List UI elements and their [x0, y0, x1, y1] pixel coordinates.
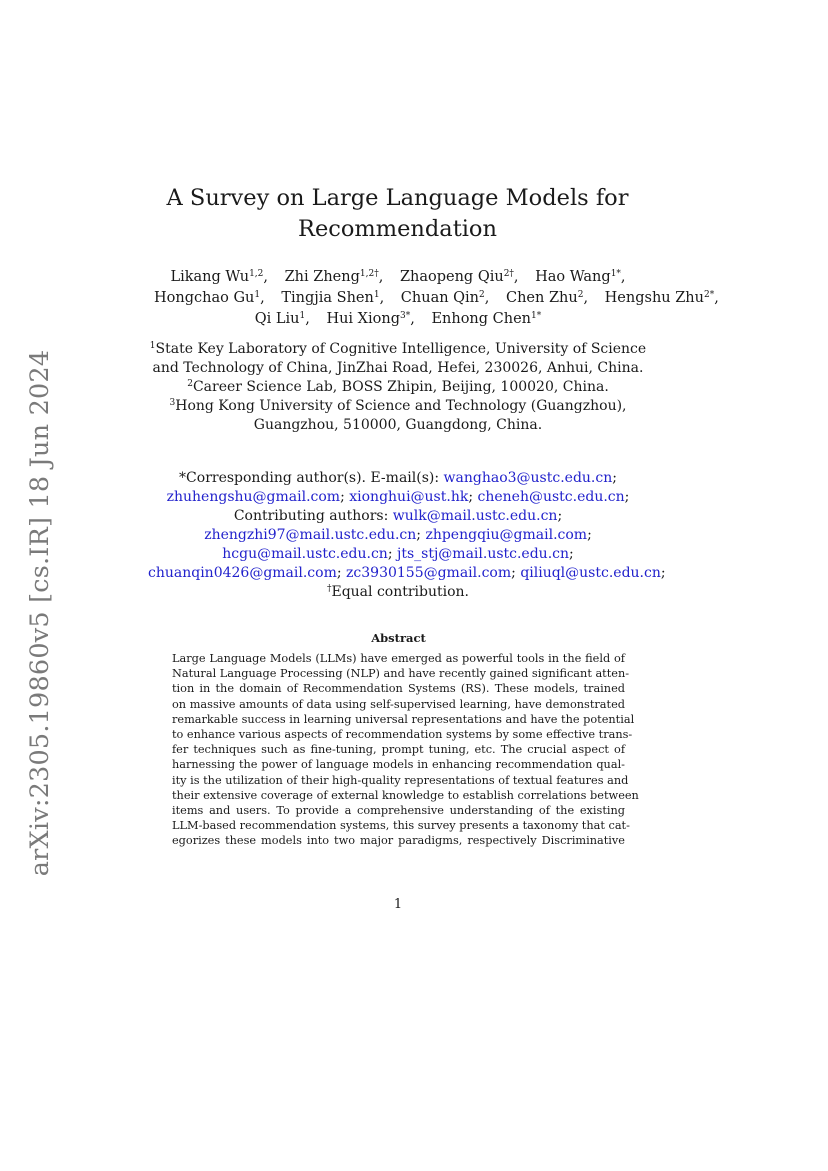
author: Hongchao Gu$^1$, — [154, 290, 265, 306]
page-number: 1 — [393, 897, 403, 912]
corresponding-label: *Corresponding author(s). E-mail(s): — [179, 470, 440, 486]
author-line — [148, 288, 719, 309]
email-link[interactable]: wulk@mail.ustc.edu.cn — [392, 508, 558, 524]
abstract-line: LLM-based recommendation systems, this survey presents a taxonomy that cat- — [172, 819, 630, 833]
author: Tingjia Shen$^1$, — [281, 290, 385, 306]
abstract-body — [172, 651, 639, 849]
author-list — [148, 267, 719, 330]
email-link[interactable]: qiliuql@ustc.edu.cn — [520, 565, 661, 581]
title-line: Recommendation — [298, 216, 497, 242]
abstract-line: Large Language Models (LLMs) have emerged as powerful tools in the field of — [172, 652, 625, 665]
author: Hui Xiong$^{3*}$, — [326, 311, 415, 327]
abstract-heading: Abstract — [371, 631, 426, 645]
author: Chuan Qin$^2$, — [400, 290, 490, 306]
affiliations — [148, 340, 648, 435]
author: Hao Wang$^{1*}$, — [535, 269, 626, 285]
email-link[interactable]: zhuhengshu@gmail.com — [166, 489, 341, 505]
paper-title — [160, 183, 635, 245]
contributing-line: Contributing authors: wulk@mail.ustc.edu.cn; — [233, 508, 563, 524]
abstract-line: on massive amounts of data using self-supervised learning, have demonstrated — [172, 697, 625, 711]
contributing-line: hcgu@mail.ustc.edu.cn; jts_stj@mail.ustc.edu.cn; — [222, 546, 574, 562]
author: Zhaopeng Qiu$^{2\dagger}$, — [399, 269, 519, 285]
author-line — [148, 267, 648, 288]
abstract-line: tion in the domain of Recommendation Systems (RS). These models, trained — [172, 682, 625, 696]
abstract-line: ity is the utilization of their high-quality representations of textual features and — [172, 773, 629, 787]
contributing-line: chuanqin0426@gmail.com; zc3930155@gmail.com; qiliuql@ustc.edu.cn; — [148, 565, 666, 581]
abstract-line: egorizes these models into two major paradigms, respectively Discriminative — [172, 834, 625, 848]
author: Likang Wu$^{1,2}$, — [170, 269, 268, 285]
email-link[interactable]: xionghui@ust.hk — [349, 489, 469, 505]
author: Chen Zhu$^2$, — [505, 290, 589, 306]
corresponding-line: *Corresponding author(s). E-mail(s): wanghao3@ustc.edu.cn; — [179, 470, 617, 486]
author: Zhi Zheng$^{1,2\dagger}$, — [284, 269, 384, 285]
abstract-line: harnessing the power of language models in enhancing recommendation qual- — [172, 758, 625, 772]
abstract-line: Natural Language Processing (NLP) and have recently gained significant atten- — [172, 667, 630, 681]
arxiv-identifier — [22, 349, 58, 877]
email-link[interactable]: zhpengqiu@gmail.com — [425, 527, 588, 543]
email-link[interactable]: zhengzhi97@mail.ustc.edu.cn — [204, 527, 417, 543]
email-link[interactable]: cheneh@ustc.edu.cn — [477, 489, 625, 505]
affiliation-2: $^2$Career Science Lab, BOSS Zhipin, Beijing, 100020, China. — [187, 379, 609, 395]
abstract-line: fer techniques such as fine-tuning, prompt tuning, etc. The crucial aspect of — [172, 743, 625, 757]
equal-contribution-note: †Equal contribution. — [326, 584, 470, 600]
author: Qi Liu$^1$, — [254, 311, 310, 327]
author: Enhong Chen$^{1*}$ — [431, 311, 542, 327]
affiliation-1-cont: and Technology of China, JinZhai Road, Hefei, 230026, Anhui, China. — [152, 360, 644, 376]
email-link[interactable]: wanghao3@ustc.edu.cn — [443, 470, 613, 486]
title-line: A Survey on Large Language Models for — [166, 185, 629, 211]
abstract-line: items and users. To provide a comprehensive understanding of the existing — [172, 804, 625, 818]
affiliation-3: $^3$Hong Kong University of Science and Technology (Guangzhou), — [169, 398, 627, 414]
affiliation-3-cont: Guangzhou, 510000, Guangdong, China. — [253, 417, 543, 433]
contributing-line: zhengzhi97@mail.ustc.edu.cn; zhpengqiu@gmail.com; — [204, 527, 592, 543]
contact-info — [148, 469, 666, 602]
email-link[interactable]: chuanqin0426@gmail.com — [148, 565, 337, 581]
contributing-label: Contributing authors: — [233, 508, 389, 524]
corresponding-line: zhuhengshu@gmail.com; xionghui@ust.hk; cheneh@ustc.edu.cn; — [166, 489, 630, 505]
arxiv-identifier-text: arXiv:2305.19860v5 [cs.IR] 18 Jun 2024 — [25, 349, 55, 877]
email-link[interactable]: zc3930155@gmail.com — [346, 565, 512, 581]
abstract-line: to enhance various aspects of recommendation systems by some effective trans- — [172, 728, 633, 742]
author: Hengshu Zhu$^{2*}$, — [604, 290, 719, 306]
author-line — [148, 309, 648, 330]
abstract-line: remarkable success in learning universal representations and have the potential — [172, 712, 635, 726]
affiliation-1: $^1$State Key Laboratory of Cognitive Intelligence, University of Science — [149, 341, 647, 357]
email-link[interactable]: jts_stj@mail.ustc.edu.cn — [396, 546, 570, 562]
email-link[interactable]: hcgu@mail.ustc.edu.cn — [222, 546, 388, 562]
abstract-line: their extensive coverage of external knowledge to establish correlations between — [172, 788, 639, 802]
